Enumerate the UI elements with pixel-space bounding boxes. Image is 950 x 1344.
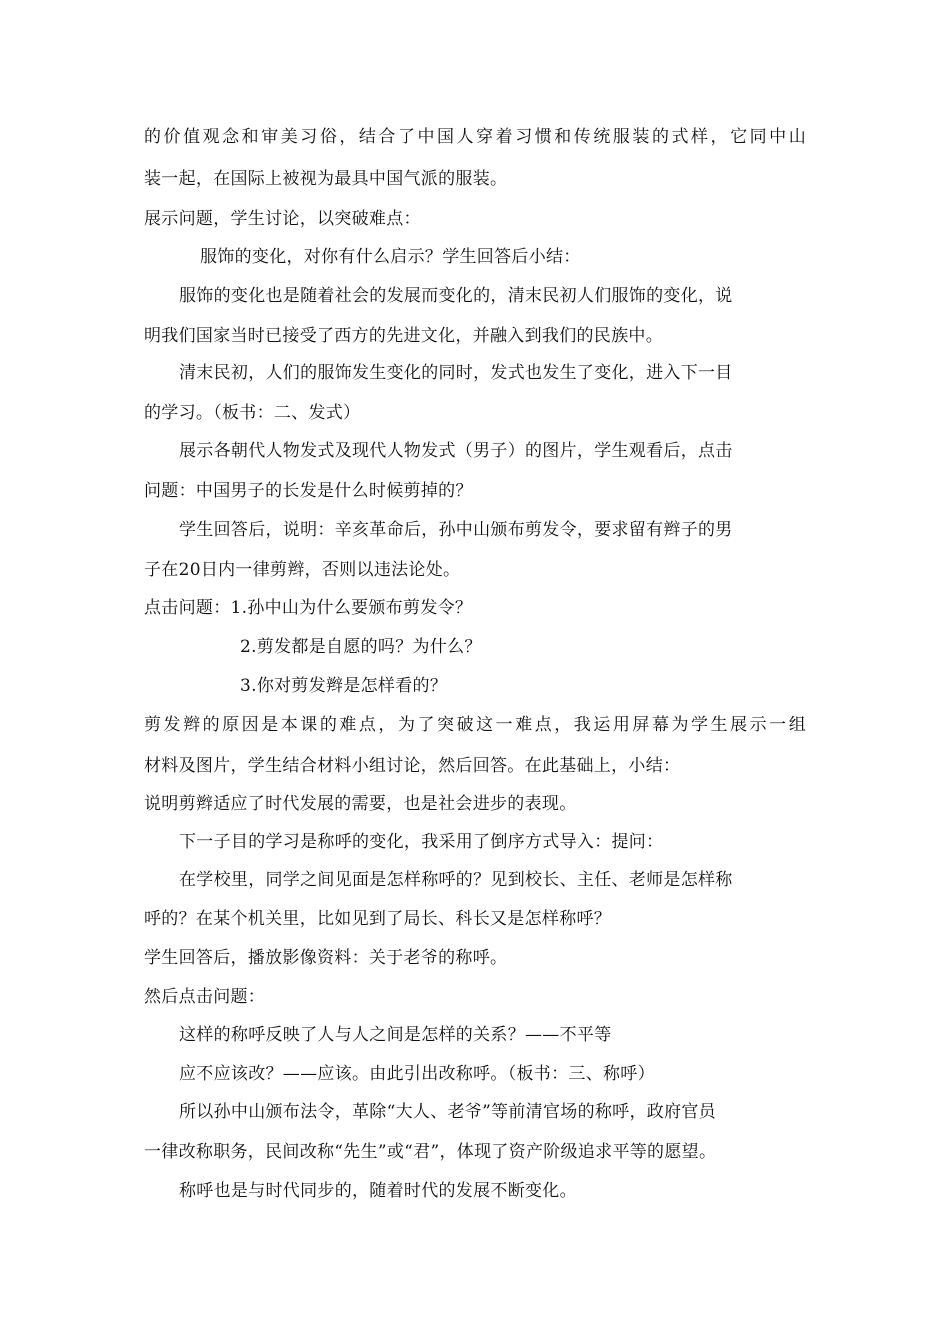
paragraph-line-19: 下一子目的学习是称呼的变化，我采用了倒序方式导入：提问： <box>179 832 664 852</box>
paragraph-line-4: 服饰的变化，对你有什么启示？学生回答后小结： <box>200 247 581 267</box>
paragraph-line-14: 2.剪发都是自愿的吗？为什么？ <box>240 637 482 657</box>
paragraph-line-8: 的学习。（板书：二、发式） <box>144 403 361 423</box>
paragraph-line-12: 子在20日内一律剪辫，否则以违法论处。 <box>144 560 461 580</box>
paragraph-line-9: 展示各朝代人物发式及现代人物发式（男子）的图片，学生观看后，点击 <box>179 441 733 461</box>
paragraph-line-3: 展示问题，学生讨论，以突破难点： <box>144 209 421 229</box>
paragraph-line-28: 称呼也是与时代同步的，随着时代的发展不断变化。 <box>179 1181 577 1201</box>
paragraph-line-5: 服饰的变化也是随着社会的发展而变化的，清末民初人们服饰的变化，说 <box>179 286 733 306</box>
paragraph-line-2: 装一起，在国际上被视为最具中国气派的服装。 <box>144 169 508 189</box>
paragraph-line-17: 材料及图片，学生结合材料小组讨论，然后回答。在此基础上，小结： <box>144 756 681 776</box>
paragraph-line-26: 所以孙中山颁布法令，革除“大人、老爷”等前清官场的称呼，政府官员 <box>179 1102 716 1122</box>
paragraph-line-7: 清末民初，人们的服饰发生变化的同时，发式也发生了变化，进入下一目 <box>179 363 733 383</box>
paragraph-line-24: 这样的称呼反映了人与人之间是怎样的关系？——不平等 <box>179 1025 612 1045</box>
paragraph-line-23: 然后点击问题： <box>144 987 266 1007</box>
paragraph-line-25: 应不应该改？——应该。由此引出改称呼。（板书：三、称呼） <box>179 1064 655 1084</box>
paragraph-line-16: 剪发辫的原因是本课的难点，为了突破这一难点，我运用屏幕为学生展示一组 <box>144 715 806 735</box>
paragraph-line-20: 在学校里，同学之间见面是怎样称呼的？见到校长、主任、老师是怎样称 <box>179 870 733 890</box>
paragraph-line-11: 学生回答后，说明：辛亥革命后，孙中山颁布剪发令，要求留有辫子的男 <box>179 520 733 540</box>
paragraph-line-10: 问题：中国男子的长发是什么时候剪掉的？ <box>144 481 473 501</box>
paragraph-line-22: 学生回答后，播放影像资料：关于老爷的称呼。 <box>144 948 508 968</box>
paragraph-line-6: 明我们国家当时已接受了西方的先进文化，并融入到我们的民族中。 <box>144 326 663 346</box>
paragraph-line-13: 点击问题：1.孙中山为什么要颁布剪发令？ <box>144 598 473 618</box>
paragraph-line-1: 的价值观念和审美习俗，结合了中国人穿着习惯和传统服装的式样，它同中山 <box>144 127 806 147</box>
paragraph-line-18: 说明剪辫适应了时代发展的需要，也是社会进步的表现。 <box>144 794 577 814</box>
paragraph-line-15: 3.你对剪发辫是怎样看的？ <box>240 676 448 696</box>
paragraph-line-27: 一律改称职务，民间改称“先生”或“君”，体现了资产阶级追求平等的愿望。 <box>144 1142 717 1162</box>
paragraph-line-21: 呼的？在某个机关里，比如见到了局长、科长又是怎样称呼？ <box>144 909 612 929</box>
